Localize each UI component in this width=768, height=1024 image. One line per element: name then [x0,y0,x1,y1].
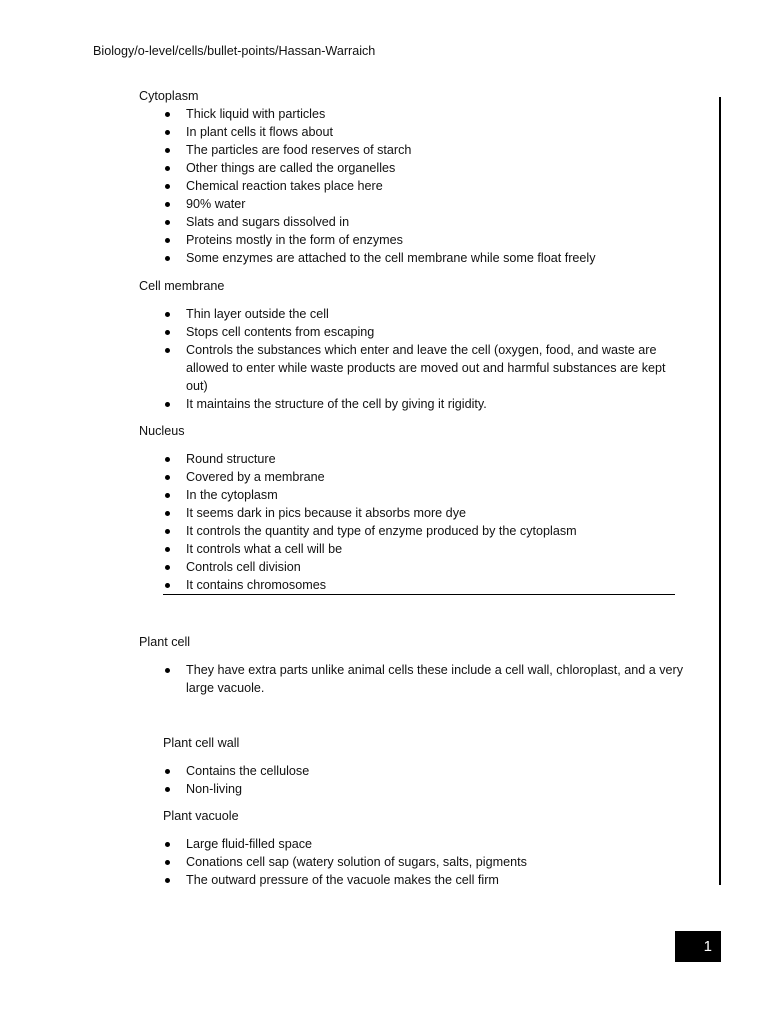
list-item: It controls what a cell will be [163,540,683,558]
heading-plant-vacuole: Plant vacuole [163,809,239,823]
heading-nucleus: Nucleus [139,424,185,438]
plant-vacuole-bullet-list [163,835,683,889]
list-item: Covered by a membrane [163,468,683,486]
list-item: In the cytoplasm [163,486,683,504]
heading-cytoplasm: Cytoplasm [139,89,199,103]
section-divider-line [163,594,675,595]
heading-cell-membrane: Cell membrane [139,279,225,293]
list-item: The particles are food reserves of starch [163,141,683,159]
plant-cell-bullet-list [163,661,683,697]
cell-membrane-bullet-list [163,305,683,413]
plant-cell-wall-bullet-list [163,762,683,798]
nucleus-bullet-list [163,450,683,594]
list-item: Stops cell contents from escaping [163,323,683,341]
list-item: Controls the substances which enter and leave the cell (oxygen, food, and waste are allowed to enter while waste products are moved out and harmful substances are kept out) [163,341,683,395]
list-item: Round structure [163,450,683,468]
list-item: Thin layer outside the cell [163,305,683,323]
list-item: Proteins mostly in the form of enzymes [163,231,683,249]
cytoplasm-bullet-list [163,105,683,267]
list-item: It seems dark in pics because it absorbs more dye [163,504,683,522]
list-item: In plant cells it flows about [163,123,683,141]
list-item: Conations cell sap (watery solution of sugars, salts, pigments [163,853,683,871]
document-header-path: Biology/o-level/cells/bullet-points/Hassan-Warraich [93,44,376,58]
list-item: Chemical reaction takes place here [163,177,683,195]
list-item: It contains chromosomes [163,576,683,594]
heading-plant-cell: Plant cell [139,635,191,649]
heading-plant-cell-wall: Plant cell wall [163,736,240,750]
right-margin-rule [719,97,721,885]
list-item: Some enzymes are attached to the cell membrane while some float freely [163,249,683,267]
list-item: The outward pressure of the vacuole makes the cell firm [163,871,683,889]
list-item: Other things are called the organelles [163,159,683,177]
list-item: Controls cell division [163,558,683,576]
list-item: Large fluid-filled space [163,835,683,853]
page-number: 1 [675,931,721,962]
list-item: 90% water [163,195,683,213]
list-item: Slats and sugars dissolved in [163,213,683,231]
list-item: Non-living [163,780,683,798]
list-item: It controls the quantity and type of enzyme produced by the cytoplasm [163,522,683,540]
list-item: Contains the cellulose [163,762,683,780]
list-item: Thick liquid with particles [163,105,683,123]
list-item: It maintains the structure of the cell by giving it rigidity. [163,395,683,413]
list-item: They have extra parts unlike animal cells these include a cell wall, chloroplast, and a very large vacuole. [163,661,683,697]
